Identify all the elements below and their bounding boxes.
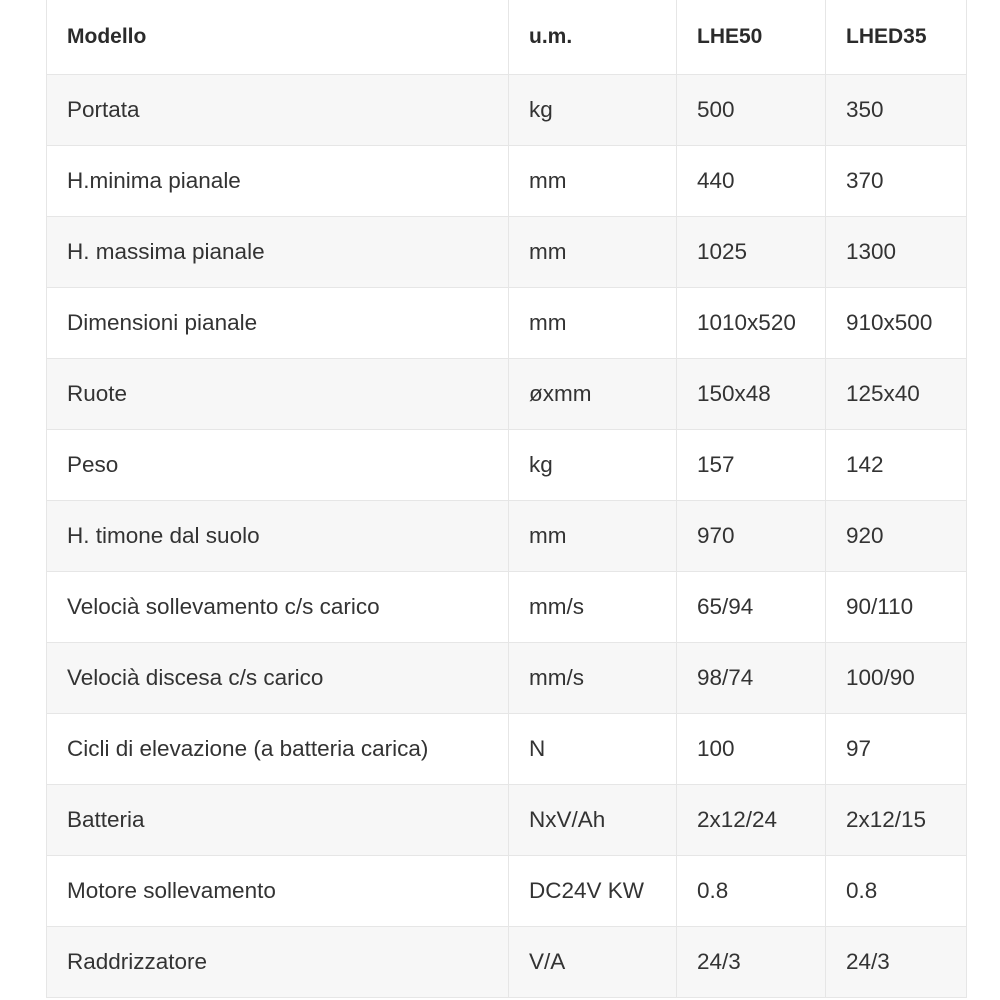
row-value-lhe50: 500 [677, 74, 826, 145]
row-value-lhed35: 97 [826, 713, 967, 784]
spec-table-container [46, 0, 966, 1000]
row-value-lhed35: 920 [826, 500, 967, 571]
row-value-lhe50: 100 [677, 713, 826, 784]
table-row [47, 287, 967, 358]
header-model: Modello [47, 0, 509, 74]
row-value-lhed35: 2x12/15 [826, 784, 967, 855]
row-value-lhe50: 2x12/24 [677, 784, 826, 855]
table-row [47, 429, 967, 500]
row-unit: mm/s [509, 642, 677, 713]
row-value-lhed35: 90/110 [826, 571, 967, 642]
table-row [47, 713, 967, 784]
row-unit: DC24V KW [509, 855, 677, 926]
table-row [47, 926, 967, 997]
row-value-lhe50: 0.8 [677, 855, 826, 926]
row-label: Velocià sollevamento c/s carico [47, 571, 509, 642]
row-value-lhe50: 440 [677, 145, 826, 216]
row-label: Velocià discesa c/s carico [47, 642, 509, 713]
row-unit: øxmm [509, 358, 677, 429]
row-value-lhed35: 1300 [826, 216, 967, 287]
header-row [47, 0, 967, 74]
row-value-lhed35: 370 [826, 145, 967, 216]
row-label: H.minima pianale [47, 145, 509, 216]
spec-table [46, 0, 967, 998]
row-value-lhe50: 65/94 [677, 571, 826, 642]
row-value-lhe50: 98/74 [677, 642, 826, 713]
row-label: Batteria [47, 784, 509, 855]
row-value-lhe50: 157 [677, 429, 826, 500]
table-row [47, 642, 967, 713]
row-value-lhed35: 100/90 [826, 642, 967, 713]
row-unit: N [509, 713, 677, 784]
row-unit: NxV/Ah [509, 784, 677, 855]
row-value-lhed35: 125x40 [826, 358, 967, 429]
row-unit: kg [509, 74, 677, 145]
row-unit: mm [509, 145, 677, 216]
header-unit: u.m. [509, 0, 677, 74]
row-value-lhed35: 142 [826, 429, 967, 500]
header-lhed35: LHED35 [826, 0, 967, 74]
row-value-lhed35: 350 [826, 74, 967, 145]
row-label: Motore sollevamento [47, 855, 509, 926]
table-row [47, 145, 967, 216]
table-row [47, 358, 967, 429]
row-unit: mm [509, 216, 677, 287]
row-unit: V/A [509, 926, 677, 997]
row-label: Raddrizzatore [47, 926, 509, 997]
row-unit: kg [509, 429, 677, 500]
table-row [47, 571, 967, 642]
row-unit: mm [509, 500, 677, 571]
row-unit: mm/s [509, 571, 677, 642]
row-label: H. timone dal suolo [47, 500, 509, 571]
row-value-lhe50: 150x48 [677, 358, 826, 429]
row-label: Peso [47, 429, 509, 500]
row-value-lhe50: 970 [677, 500, 826, 571]
table-row [47, 855, 967, 926]
header-lhe50: LHE50 [677, 0, 826, 74]
row-label: Ruote [47, 358, 509, 429]
row-value-lhe50: 1010x520 [677, 287, 826, 358]
row-label: Dimensioni pianale [47, 287, 509, 358]
row-value-lhed35: 910x500 [826, 287, 967, 358]
row-label: Portata [47, 74, 509, 145]
row-value-lhed35: 0.8 [826, 855, 967, 926]
row-value-lhed35: 24/3 [826, 926, 967, 997]
row-label: H. massima pianale [47, 216, 509, 287]
row-unit: mm [509, 287, 677, 358]
table-row [47, 216, 967, 287]
row-value-lhe50: 24/3 [677, 926, 826, 997]
table-row [47, 500, 967, 571]
row-label: Cicli di elevazione (a batteria carica) [47, 713, 509, 784]
table-row [47, 784, 967, 855]
table-row [47, 74, 967, 145]
row-value-lhe50: 1025 [677, 216, 826, 287]
